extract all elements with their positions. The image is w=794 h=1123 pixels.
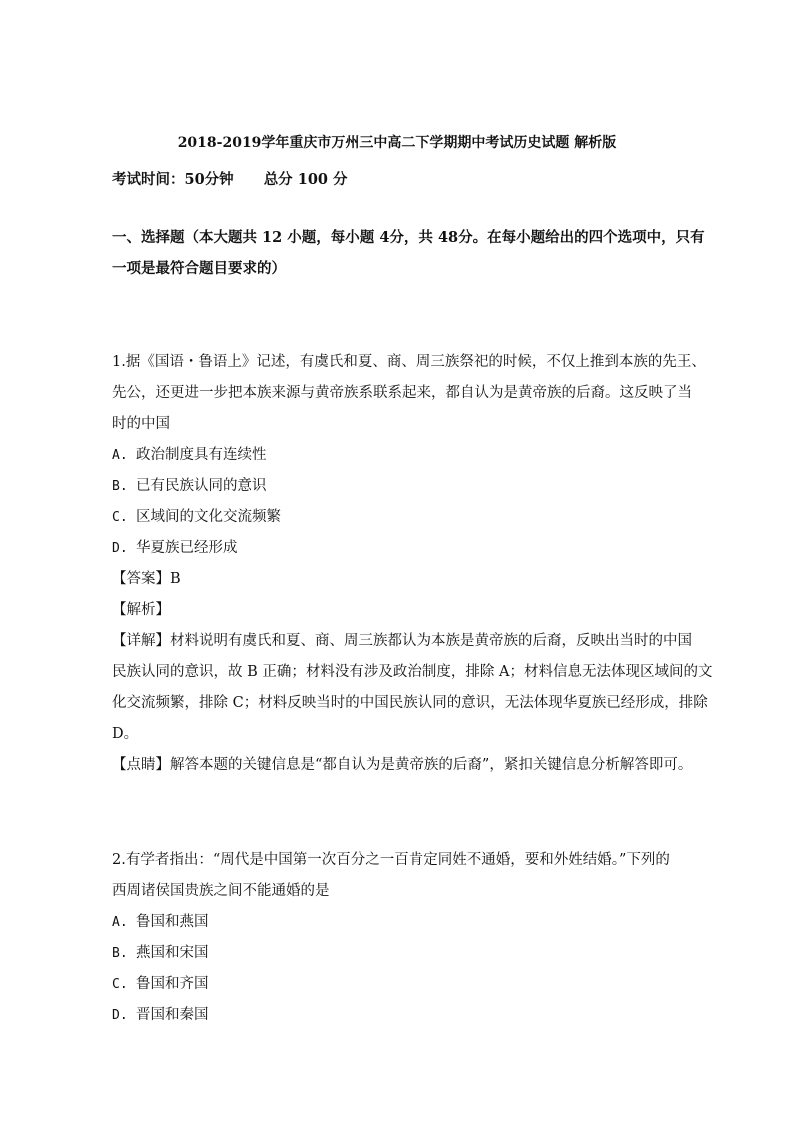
option-letter: A. bbox=[112, 915, 128, 930]
detail-line: 【详解】材料说明有虞氏和夏、商、周三族都认为本族是黄帝族的后裔，反映出当时的中国 bbox=[112, 633, 692, 649]
detail-line: 化交流频繁，排除 C；材料反映当时的中国民族认同的意识，无法体现华夏族已经形成，排除 bbox=[112, 695, 708, 711]
question-stem-line: 时的中国 bbox=[112, 416, 170, 432]
option-d bbox=[112, 533, 684, 564]
exam-total-score: 总分 100 分 bbox=[263, 171, 348, 188]
option-text: 鲁国和齐国 bbox=[136, 976, 209, 992]
analysis-label: 【解析】 bbox=[112, 602, 170, 618]
option-text: 已有民族认同的意识 bbox=[136, 478, 267, 494]
option-letter: C. bbox=[112, 977, 128, 992]
exam-info bbox=[112, 164, 684, 195]
option-letter: D. bbox=[112, 541, 128, 556]
option-letter: B. bbox=[112, 946, 128, 961]
option-letter: B. bbox=[112, 479, 128, 494]
option-b bbox=[112, 938, 684, 969]
section-heading-line: 一、选择题（本大题共 12 小题，每小题 4分，共 48分。在每小题给出的四个选项中，只有 bbox=[112, 229, 705, 246]
option-text: 华夏族已经形成 bbox=[136, 540, 238, 556]
option-letter: D. bbox=[112, 1008, 128, 1023]
option-a bbox=[112, 440, 684, 471]
section-heading bbox=[112, 222, 705, 284]
answer: 【答案】B bbox=[112, 571, 181, 587]
question-1 bbox=[112, 347, 713, 781]
question-stem-line: 西周诸侯国贵族之间不能通婚的是 bbox=[112, 883, 330, 899]
detail-line: 民族认同的意识，故 B 正确；材料没有涉及政治制度，排除 A；材料信息无法体现区域间的文 bbox=[112, 664, 713, 680]
option-text: 燕国和宋国 bbox=[136, 945, 209, 961]
option-c bbox=[112, 969, 684, 1000]
key-point-note: 【点睛】解答本题的关键信息是“都自认为是黄帝族的后裔”，紧扣关键信息分析解答即可。 bbox=[112, 757, 693, 773]
option-b bbox=[112, 471, 684, 502]
option-text: 政治制度具有连续性 bbox=[136, 447, 267, 463]
option-text: 鲁国和燕国 bbox=[136, 914, 209, 930]
option-text: 区域间的文化交流频繁 bbox=[136, 509, 281, 525]
option-letter: A. bbox=[112, 448, 128, 463]
document-title: 2018-2019学年重庆市万州三中高二下学期期中考试历史试题 解析版 bbox=[177, 135, 617, 151]
question-stem-line: 2.有学者指出：“周代是中国第一次百分之一百肯定同姓不通婚，要和外姓结婚。”下列的 bbox=[112, 852, 670, 868]
option-text: 晋国和秦国 bbox=[136, 1007, 209, 1023]
question-stem-line: 先公，还更进一步把本族来源与黄帝族系联系起来，都自认为是黄帝族的后裔。这反映了当 bbox=[112, 385, 692, 401]
question-2 bbox=[112, 845, 684, 1031]
exam-time: 考试时间：50分钟 bbox=[112, 171, 234, 188]
detail-line: D。 bbox=[112, 726, 139, 742]
option-letter: C. bbox=[112, 510, 128, 525]
question-stem-line: 1.据《国语・鲁语上》记述，有虞氏和夏、商、周三族祭祀的时候，不仅上推到本族的先王、 bbox=[112, 354, 706, 370]
option-c bbox=[112, 502, 684, 533]
option-a bbox=[112, 907, 684, 938]
section-heading-line: 一项是最符合题目要求的） bbox=[112, 260, 286, 277]
option-d bbox=[112, 1000, 684, 1031]
